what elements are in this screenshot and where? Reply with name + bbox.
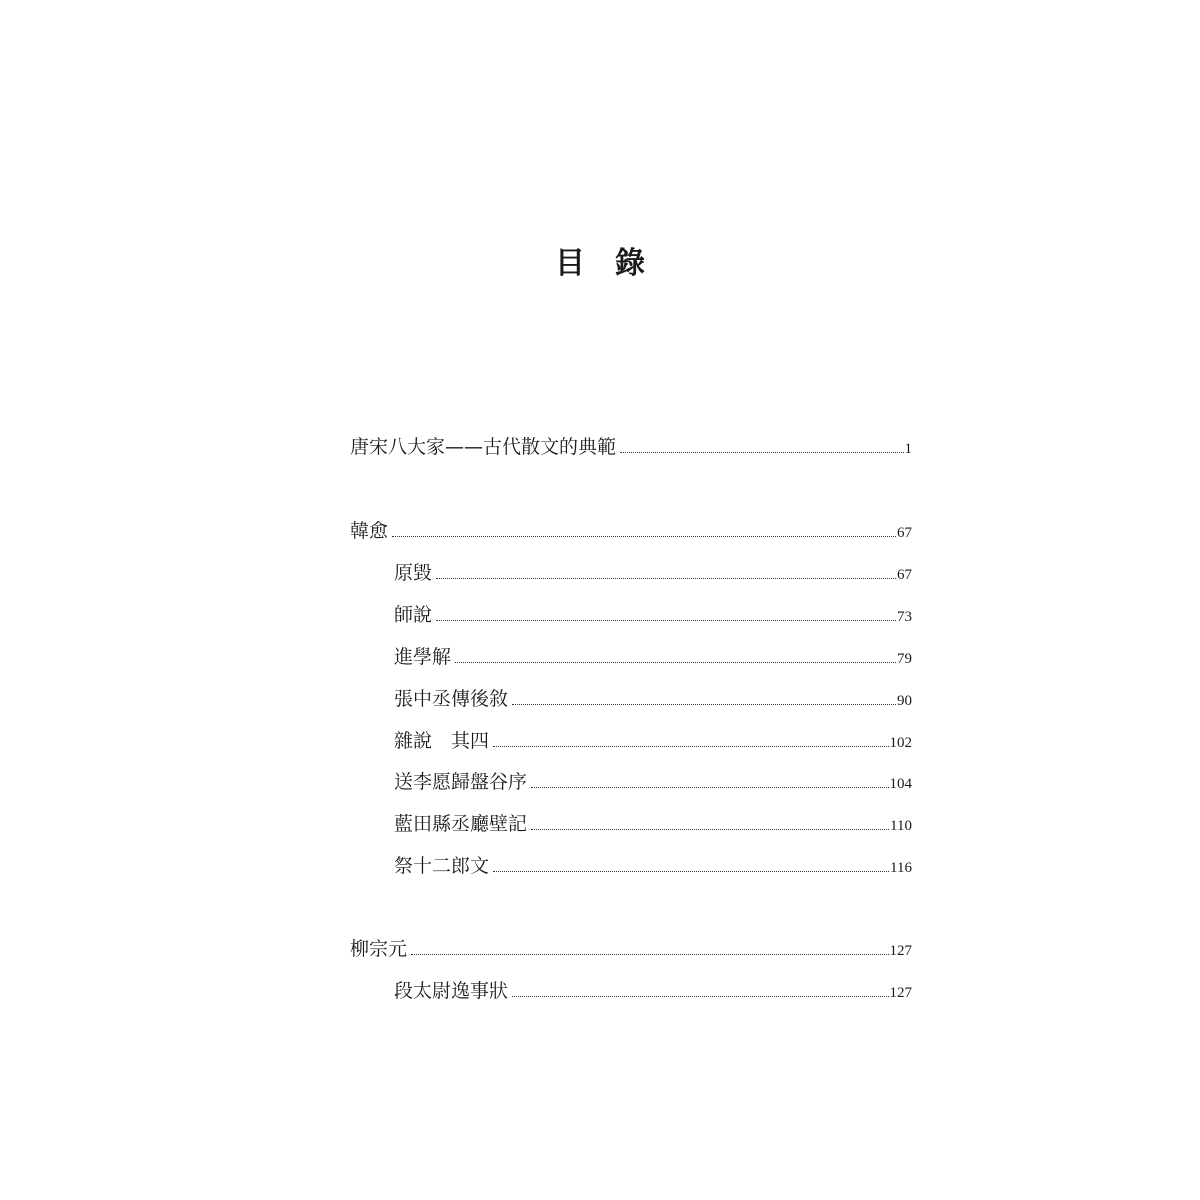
toc-entry-article[interactable]	[350, 975, 912, 1007]
dot-leader	[392, 535, 896, 537]
toc-entry-article[interactable]	[350, 557, 912, 589]
toc-entry-title: 雜說 其四	[394, 730, 490, 752]
toc-entry-article[interactable]	[350, 641, 912, 673]
toc-entry-page: 73	[897, 609, 912, 625]
toc-entry-author-liu-zongyuan[interactable]	[350, 933, 912, 965]
toc-entry-article[interactable]	[350, 599, 912, 631]
toc-entry-author-han-yu[interactable]	[350, 515, 912, 547]
toc-entry-title: 祭十二郎文	[394, 855, 490, 877]
dot-leader	[436, 577, 896, 579]
toc-entry-page: 110	[890, 818, 912, 834]
dot-leader	[411, 953, 888, 955]
toc-entry-article[interactable]	[350, 725, 912, 757]
dot-leader	[531, 828, 889, 830]
toc-entry-title: 張中丞傳後敘	[394, 688, 509, 710]
dot-leader	[436, 619, 896, 621]
dot-leader	[620, 451, 903, 453]
toc-entry-article[interactable]	[350, 850, 912, 882]
toc-entry-article[interactable]	[350, 808, 912, 840]
toc-entry-page: 1	[904, 441, 912, 457]
dot-leader	[512, 995, 888, 997]
dot-leader	[493, 870, 889, 872]
toc-entry-title: 師說	[394, 604, 433, 626]
toc-entry-page: 127	[889, 943, 912, 959]
toc-entry-title: 送李愿歸盤谷序	[394, 771, 528, 793]
toc-entry-title: 唐宋八大家——古代散文的典範	[350, 436, 617, 458]
toc-entry-page: 79	[897, 651, 912, 667]
toc-entry-article[interactable]	[350, 766, 912, 798]
toc-entry-page: 67	[897, 567, 912, 583]
toc-entry-page: 102	[889, 735, 912, 751]
toc-entry-title: 進學解	[394, 646, 452, 668]
toc-entry-title: 柳宗元	[350, 938, 408, 960]
dot-leader	[455, 661, 896, 663]
toc-entry-title: 藍田縣丞廳壁記	[394, 813, 528, 835]
toc-entry-page: 90	[897, 693, 912, 709]
dot-leader	[512, 703, 896, 705]
toc-entry-page: 104	[889, 776, 912, 792]
toc-entry-intro[interactable]	[350, 431, 912, 463]
toc-entry-page: 127	[889, 985, 912, 1001]
toc-entry-title: 段太尉逸事狀	[394, 980, 509, 1002]
dot-leader	[493, 745, 888, 747]
dot-leader	[531, 786, 888, 788]
toc-entry-title: 原毀	[394, 562, 433, 584]
page-title: 目 錄	[555, 246, 645, 281]
toc-entry-article[interactable]	[350, 683, 912, 715]
toc-entry-page: 116	[890, 860, 912, 876]
toc-entry-page: 67	[897, 525, 912, 541]
toc-entry-title: 韓愈	[350, 520, 389, 542]
